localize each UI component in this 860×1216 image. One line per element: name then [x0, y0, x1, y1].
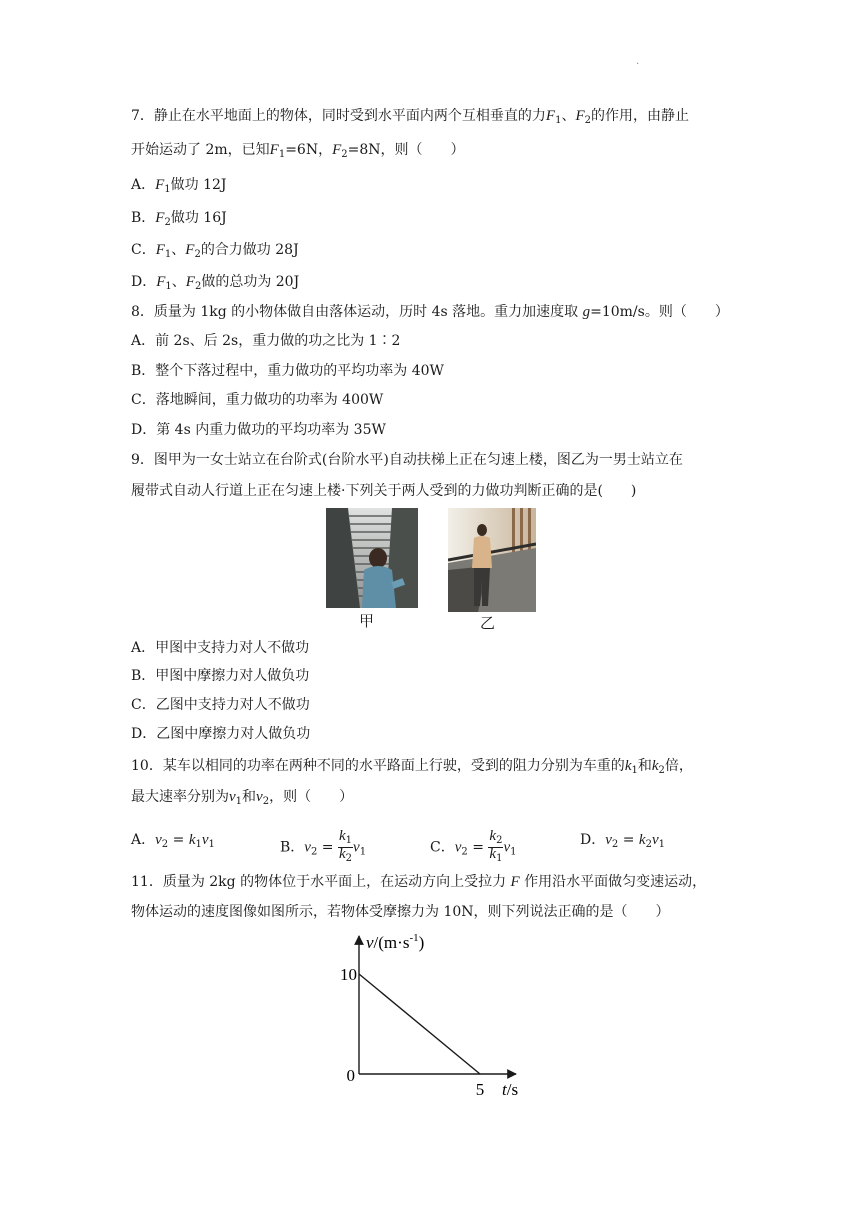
fraction-k1-over-k2: $\frac{k_1}{k_2}$: [338, 828, 353, 864]
q7-option-a[interactable]: A．$F_1$做功 12J: [131, 177, 227, 195]
q10-option-c[interactable]: C．$v_2$ = $\frac{k_2}{k_1}$ $v_1$: [430, 828, 517, 864]
velocity-time-chart: [330, 928, 530, 1100]
x-tick-label-5: 5: [475, 1080, 485, 1099]
q7-stem-line1: 7．静止在水平地面上的物体，同时受到水平面内两个互相垂直的力$F_1$、$F_2$的作用，由静止: [131, 108, 689, 126]
q8-option-a[interactable]: A．前 2s、后 2s，重力做的功之比为 1∶2: [131, 333, 401, 349]
page-mark: .: [636, 56, 640, 67]
caption-right: 乙: [480, 614, 496, 632]
q9-stem-line1: 9．图甲为一女士站立在台阶式(台阶水平)自动扶梯上正在匀速上楼，图乙为一男士站立在: [131, 452, 683, 468]
q9-option-c[interactable]: C．乙图中支持力对人不做功: [131, 697, 310, 713]
escalator-photo: [326, 508, 418, 608]
q7-stem-line2: 开始运动了 2m，已知$F_1=6N$，$F_2=8N$，则（ ）: [131, 142, 465, 160]
q8-option-c[interactable]: C．落地瞬间，重力做功的功率为 400W: [131, 392, 384, 408]
q10-stem-line1: 10．某车以相同的功率在两种不同的水平路面上行驶，受到的阻力分别为车重的$k_1$和$k_2$倍，: [131, 758, 693, 776]
caption-left: 甲: [359, 612, 375, 630]
q11-stem-line1: 11．质量为 2kg 的物体位于水平面上，在运动方向上受拉力 F 作用沿水平面做匀变速运动，: [131, 874, 707, 890]
q9-stem-line2: 履带式自动人行道上正在匀速上楼·下列关于两人受到的力做功判断正确的是( ): [131, 483, 637, 499]
y-axis-label: $v/(m\cdot s^{-1})$: [366, 932, 425, 952]
velocity-line: [359, 974, 480, 1074]
q10-option-d[interactable]: D．$v_2 = k_2v_1$: [580, 832, 666, 850]
q8-option-d[interactable]: D．第 4s 内重力做功的平均功率为 35W: [131, 422, 386, 438]
q7-option-d[interactable]: D．$F_1$、$F_2$做的总功为 20J: [131, 274, 300, 292]
q9-option-d[interactable]: D．乙图中摩擦力对人做负功: [131, 726, 311, 742]
q9-option-a[interactable]: A．甲图中支持力对人不做功: [131, 640, 310, 656]
walkway-photo: [448, 508, 536, 612]
q10-stem-line2: 最大速率分别为$v_1$和$v_2$，则（ ）: [131, 789, 354, 807]
q10-option-b[interactable]: B．$v_2$ = $\frac{k_1}{k_2}$ $v_1$: [280, 828, 367, 864]
q8-stem: 8．质量为 1kg 的小物体做自由落体运动，历时 4s 落地。重力加速度取 g=10m/s。则（ ）: [131, 304, 729, 320]
q7-option-c[interactable]: C．$F_1$、$F_2$的合力做功 28J: [131, 242, 299, 260]
fraction-k2-over-k1: $\frac{k_2}{k_1}$: [489, 828, 503, 864]
q11-stem-line2: 物体运动的速度图像如图所示，若物体受摩擦力为 10N，则下列说法正确的是（ ）: [131, 904, 670, 920]
y-tick-label-10: 10: [340, 965, 357, 984]
x-axis-label: t/s: [502, 1080, 519, 1099]
q9-option-b[interactable]: B．甲图中摩擦力对人做负功: [131, 668, 310, 684]
q7-option-b[interactable]: B．$F_2$做功 16J: [131, 210, 227, 228]
q10-option-a[interactable]: A．$v_2 = k_1v_1$: [131, 832, 215, 850]
origin-label: 0: [346, 1066, 355, 1085]
q8-option-b[interactable]: B．整个下落过程中，重力做功的平均功率为 40W: [131, 363, 444, 379]
